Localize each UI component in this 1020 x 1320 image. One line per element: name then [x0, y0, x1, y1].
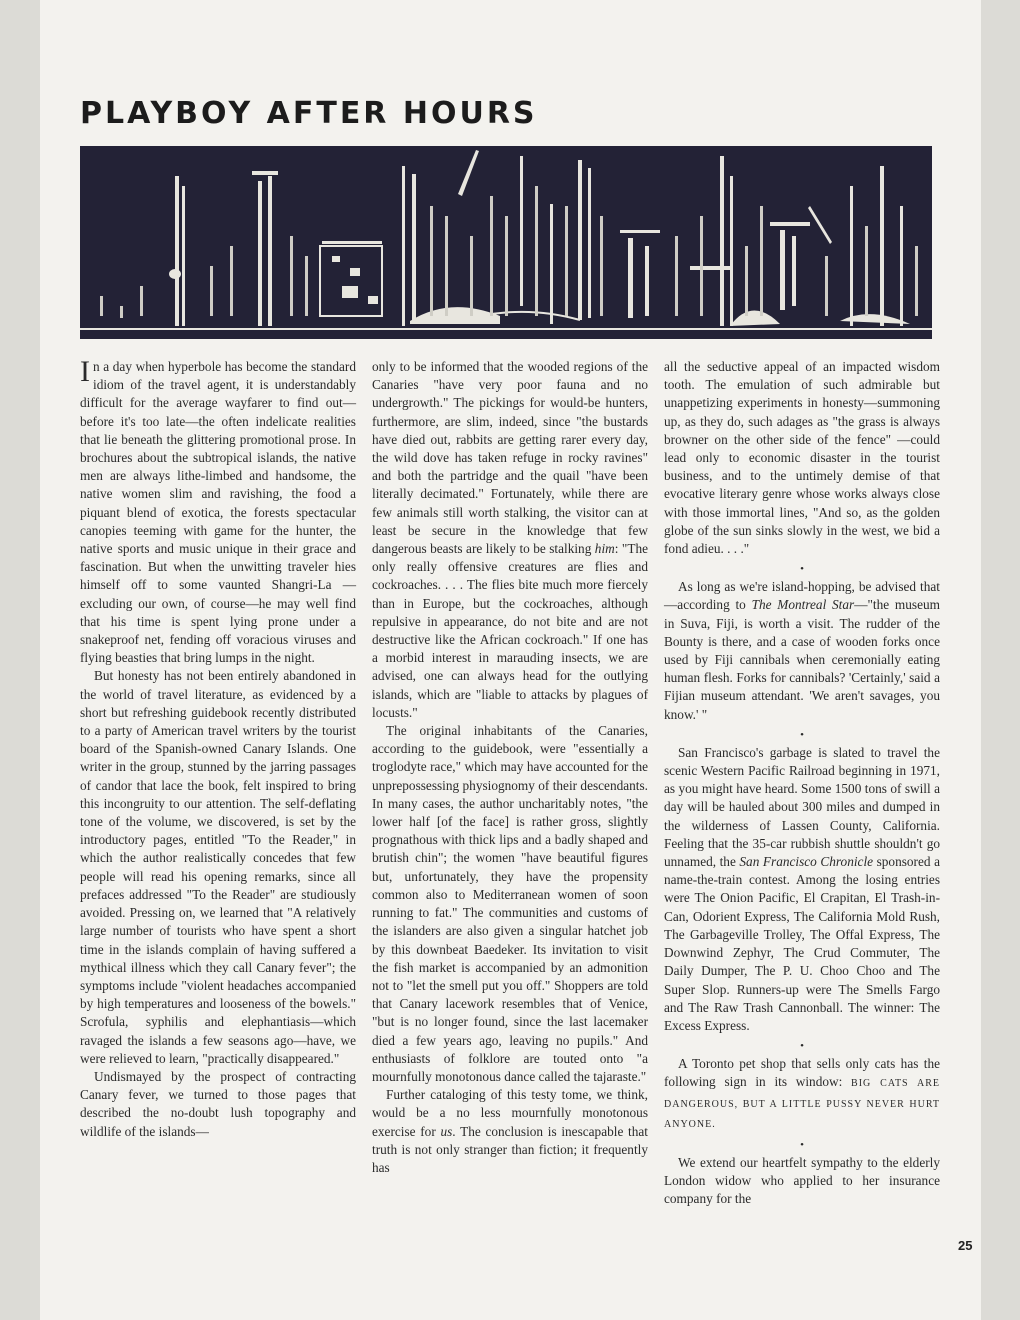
- article-paragraph: But honesty has not been entirely abandoned in the world of travel literature, as evidenced by a short but refreshing guidebook recently distributed to a party of American travel writers by the tourist board of the Spanish-owned Canary Islands. One writer in the group, stunned by the jarring passages of candor that lace the book, felt inspired to bring this incongruity to our attention. The self-deflating tone of the volume, we discovered, is set by the introductory pages, entitled "To the Reader," in which the author realistically concedes that few people will read his opening remarks, since all prefaces addressed "To the Reader" are studiously avoided. Pressing on, we learned that "A relatively large number of tourists who have spent a short time in the islands complain of having suffered a mythical illness which they call Canary fever"; the symptoms include "violent headaches accompanied by high temperatures and looseness of the bowels." Scrofula, syphilis and elephantiasis—which ravaged the islands a few seasons ago—have, we were relieved to learn, "practically disappeared.": [80, 668, 356, 1066]
- page-number: 25: [958, 1238, 973, 1253]
- article-paragraph: San Francisco's garbage is slated to travel the scenic Western Pacific Railroad beginning in 1971, as you might have heard. Some 1500 tons of swill a day will be hauled about 300 miles and dumped in the wilderness of Lassen County, California. Feeling that the 35-car rubbish shuttle shouldn't go unnamed, the San Francisco Chronicle sponsored a name-the-train contest. Among the losing entries were The Onion Pacific, El Crapitan, El Trash-in-Can, Odorient Express, The California Mold Rush, The Garbageville Trolley, The Offal Express, The Downwind Zephyr, The Crud Commuter, The Daily Dumper, The P. U. Choo Choo and The Super Slop. Runners-up were The Smells Fargo and The Raw Trash Cannonball. The winner: The Excess Express.: [664, 744, 940, 1033]
- shop-sign-text: BIG CATS ARE DANGEROUS, BUT A LITTLE PUSSY NEVER HURT ANYONE.: [664, 1078, 940, 1130]
- drop-cap: I: [80, 355, 90, 388]
- article-paragraph: A Toronto pet shop that sells only cats has the following sign in its window: BIG CATS ARE DANGEROUS, BUT A LITTLE PUSSY NEVER HURT ANYONE.: [664, 1056, 940, 1130]
- section-separator: •: [800, 728, 804, 741]
- section-separator: •: [800, 563, 804, 576]
- city-skyline-illustration: [80, 146, 932, 339]
- article-paragraph: As long as we're island-hopping, be advised that—according to The Montreal Star—"the museum in Suva, Fiji, is worth a visit. The rudder of the Bounty is there, and a case of wooden forks once used by Fiji cannibals when ceremonially eating human flesh. Forks for cannibals? 'Certainly,' said a Fijian museum attendant. 'We aren't savages, you know.' ": [664, 579, 940, 722]
- article-column-2: [372, 358, 648, 1177]
- article-column-3: [664, 358, 940, 1209]
- article-paragraph: Undismayed by the prospect of contracting Canary fever, we turned to those pages that described the no-doubt lush topography and wildlife of the islands—: [80, 1068, 356, 1139]
- article-column-1: [80, 355, 356, 1141]
- section-separator: •: [800, 1138, 804, 1151]
- article-paragraph: only to be informed that the wooded regions of the Canaries "have very poor fauna and no undergrowth." The pickings for would-be hunters, furthermore, are slim, indeed, since "the bustards have died out, rabbits are getting rarer every day, the wild dove has taken refuge in rocky ravines" and both the partridge and the quail "have been literally decimated." Fortunately, while there are few animals still worth stalking, the visitor can at least be secure in the knowledge that few dangerous beasts are likely to be stalking him: "The only really offensive creatures are flies and cockroaches. . . . The flies bite much more fiercely than in Europe, but the cockroaches, although repulsive in appearance, do not bite and are not destructive like the African cockroach." If one has a morbid interest in marauding insects, we are advised, one can always head for the outlying islands, which are "liable to attacks by plagues of locusts.": [372, 359, 648, 720]
- page-title: PLAYBOY AFTER HOURS: [80, 96, 538, 131]
- article-paragraph: The original inhabitants of the Canaries, according to the guidebook, were "essentially a troglodyte race," which may have accounted for the unprepossessing physiognomy of their descendants. In many cases, the author uncharitably notes, "the lower half [of the face] is rather gross, slightly prognathous with thick lips and a badly shaped and brutish chin"; the women "have beautiful figures but, unfortunately, they have the propensity common also to Mediterranean women of soon running to fat." The communities and customs of the islanders are also given a singular hatchet job by this downbeat Baedeker. Its invitation to visit the fish market is accompanied by an admonition not to "let the smell put you off." Shoppers are told that Canary lacework resembles that of Venice, "but is no longer found, since the last lacemaker died a few years ago, leaving no pupils." And enthusiasts of folklore are touted onto "a mournfully monotonous dance called the tajaraste.": [372, 723, 648, 1084]
- article-paragraph: We extend our heartfelt sympathy to the elderly London widow who applied to her insurance company for the: [664, 1154, 940, 1207]
- article-paragraph: all the seductive appeal of an impacted wisdom tooth. The emulation of such admirable but unappetizing experiments in honesty—summoning up, as they do, such adages as "the grass is always browner on the other side of the fence" —could lead only to economic disaster in the tourist business, and to the untimely demise of that evocative literary genre whose works always close with those immortal lines, "And so, as the golden globe of the sun sinks slowly in the west, we bid a fond adieu. . . .": [664, 359, 940, 557]
- section-separator: •: [800, 1040, 804, 1053]
- article-paragraph: In a day when hyperbole has become the standard idiom of the travel agent, it is understandably difficult for the average wayfarer to find out—before it's too late—the often indelicate realities that lie beneath the glittering promotional prose. In brochures about the subtropical islands, the native men are always lithe-limbed and handsome, the native women slim and ravishing, the food a piquant blend of exotica, the forests spectacular canopies teeming with game for the hunter, the native sports and music unique in their grace and fascination. But when the unwitting traveler hies himself off to some vaunted Shangri-La —excluding our own, of course—he may well find that his time is spent lying prone under a snakeproof net, fending off voracious viruses and flying beasties that bring lumps in the night.: [80, 355, 356, 666]
- article-paragraph: Further cataloging of this testy tome, we think, would be a no less mournfully monotonous exercise for us. The conclusion is inescapable that truth is not only stranger than fiction; it frequently has: [372, 1087, 648, 1175]
